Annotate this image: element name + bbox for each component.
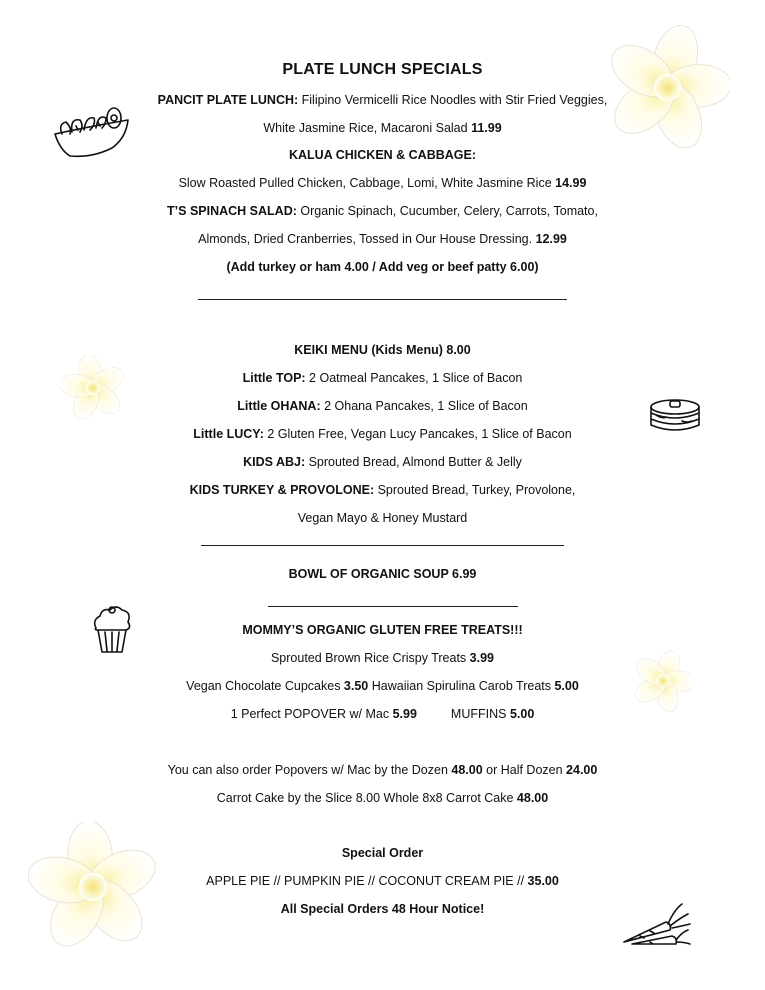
keiki-item-name: KIDS ABJ: bbox=[243, 455, 306, 469]
soup-line bbox=[0, 567, 765, 581]
kalua-title bbox=[0, 148, 765, 162]
list-item bbox=[0, 455, 765, 469]
addons-text: (Add turkey or ham 4.00 / Add veg or beef patty 6.00) bbox=[226, 260, 539, 274]
keiki-header bbox=[0, 343, 765, 357]
popover-label: 1 Perfect POPOVER w/ Mac bbox=[230, 707, 393, 721]
soup-label: BOWL OF ORGANIC SOUP 6.99 bbox=[288, 567, 477, 581]
keiki-item-desc: 2 Oatmeal Pancakes, 1 Slice of Bacon bbox=[305, 371, 523, 385]
salad-name: T’S SPINACH SALAD: bbox=[167, 204, 297, 218]
pancit-price: 11.99 bbox=[471, 121, 502, 135]
cupcake-price: 3.50 bbox=[343, 679, 369, 693]
notice-line bbox=[0, 902, 765, 916]
crispy-label: Sprouted Brown Rice Crispy Treats bbox=[270, 651, 470, 665]
addons-line bbox=[0, 260, 765, 274]
crispy-line bbox=[0, 651, 765, 665]
list-item bbox=[0, 371, 765, 385]
half-price: 24.00 bbox=[566, 763, 598, 777]
muffins-label: MUFFINS bbox=[450, 707, 510, 721]
pies-label: APPLE PIE // PUMPKIN PIE // COCONUT CREAM PIE // bbox=[206, 874, 528, 888]
keiki-item-desc: 2 Ohana Pancakes, 1 Slice of Bacon bbox=[320, 399, 528, 413]
kalua-price: 14.99 bbox=[555, 176, 587, 190]
pies-price: 35.00 bbox=[527, 874, 559, 888]
keiki-header-text: KEIKI MENU (Kids Menu) 8.00 bbox=[294, 343, 471, 357]
carrot-cake-line bbox=[0, 791, 765, 805]
kalua-desc: Slow Roasted Pulled Chicken, Cabbage, Lomi, White Jasmine Rice bbox=[178, 176, 556, 190]
cupcake-label: Vegan Chocolate Cupcakes bbox=[186, 679, 344, 693]
popover-line bbox=[0, 707, 765, 721]
list-item bbox=[0, 399, 765, 413]
list-item-continued bbox=[0, 511, 765, 525]
keiki-item-name: KIDS TURKEY & PROVOLONE: bbox=[189, 483, 375, 497]
salad-desc: Organic Spinach, Cucumber, Celery, Carrots, Tomato, bbox=[296, 204, 598, 218]
cake-price: 48.00 bbox=[516, 791, 549, 805]
divider bbox=[198, 299, 567, 300]
special-header-text: Special Order bbox=[341, 846, 424, 860]
crispy-price: 3.99 bbox=[469, 651, 495, 665]
kalua-name: KALUA CHICKEN & CABBAGE: bbox=[288, 148, 477, 162]
pancit-desc: Filipino Vermicelli Rice Noodles with Stir Fried Veggies, bbox=[298, 93, 608, 107]
dozen-line bbox=[0, 763, 765, 777]
keiki-item-desc: Sprouted Bread, Almond Butter & Jelly bbox=[305, 455, 522, 469]
treats-header bbox=[0, 623, 765, 637]
keiki-item-desc: 2 Gluten Free, Vegan Lucy Pancakes, 1 Slice of Bacon bbox=[263, 427, 572, 441]
salad-price: 12.99 bbox=[535, 232, 567, 246]
carob-price: 5.00 bbox=[554, 679, 579, 693]
keiki-item-name: Little OHANA: bbox=[237, 399, 321, 413]
dozen-label: You can also order Popovers w/ Mac by the Dozen bbox=[167, 763, 452, 777]
list-item bbox=[0, 483, 765, 497]
popover-price: 5.99 bbox=[392, 707, 417, 721]
page-title: PLATE LUNCH SPECIALS bbox=[282, 61, 483, 78]
cupcake-line bbox=[0, 679, 765, 693]
keiki-item-desc: Sprouted Bread, Turkey, Provolone, bbox=[374, 483, 576, 497]
list-item bbox=[0, 427, 765, 441]
cake-label: Carrot Cake by the Slice 8.00 Whole 8x8 Carrot Cake bbox=[216, 791, 517, 805]
salad-line-2 bbox=[0, 232, 765, 246]
pancit-desc-2: White Jasmine Rice, Macaroni Salad bbox=[263, 121, 472, 135]
keiki-item-name: Little LUCY: bbox=[193, 427, 264, 441]
dozen-price: 48.00 bbox=[451, 763, 483, 777]
pancit-line-2 bbox=[0, 121, 765, 135]
divider bbox=[268, 606, 518, 607]
pies-line bbox=[0, 874, 765, 888]
kalua-line bbox=[0, 176, 765, 190]
divider bbox=[201, 545, 564, 546]
muffins-price: 5.00 bbox=[509, 707, 535, 721]
carob-label: Hawaiian Spirulina Carob Treats bbox=[368, 679, 555, 693]
special-notice: All Special Orders 48 Hour Notice! bbox=[280, 902, 485, 916]
pancit-line-1 bbox=[0, 93, 765, 107]
keiki-turkey-desc-2: Vegan Mayo & Honey Mustard bbox=[297, 511, 468, 525]
half-label: or Half Dozen bbox=[482, 763, 567, 777]
pancit-name: PANCIT PLATE LUNCH: bbox=[157, 93, 299, 107]
salad-line-1 bbox=[0, 204, 765, 218]
keiki-item-name: Little TOP: bbox=[242, 371, 306, 385]
salad-desc-2: Almonds, Dried Cranberries, Tossed in Our House Dressing. bbox=[198, 232, 536, 246]
treats-header-text: MOMMY’S ORGANIC GLUTEN FREE TREATS!!! bbox=[242, 623, 523, 637]
special-header bbox=[0, 846, 765, 860]
